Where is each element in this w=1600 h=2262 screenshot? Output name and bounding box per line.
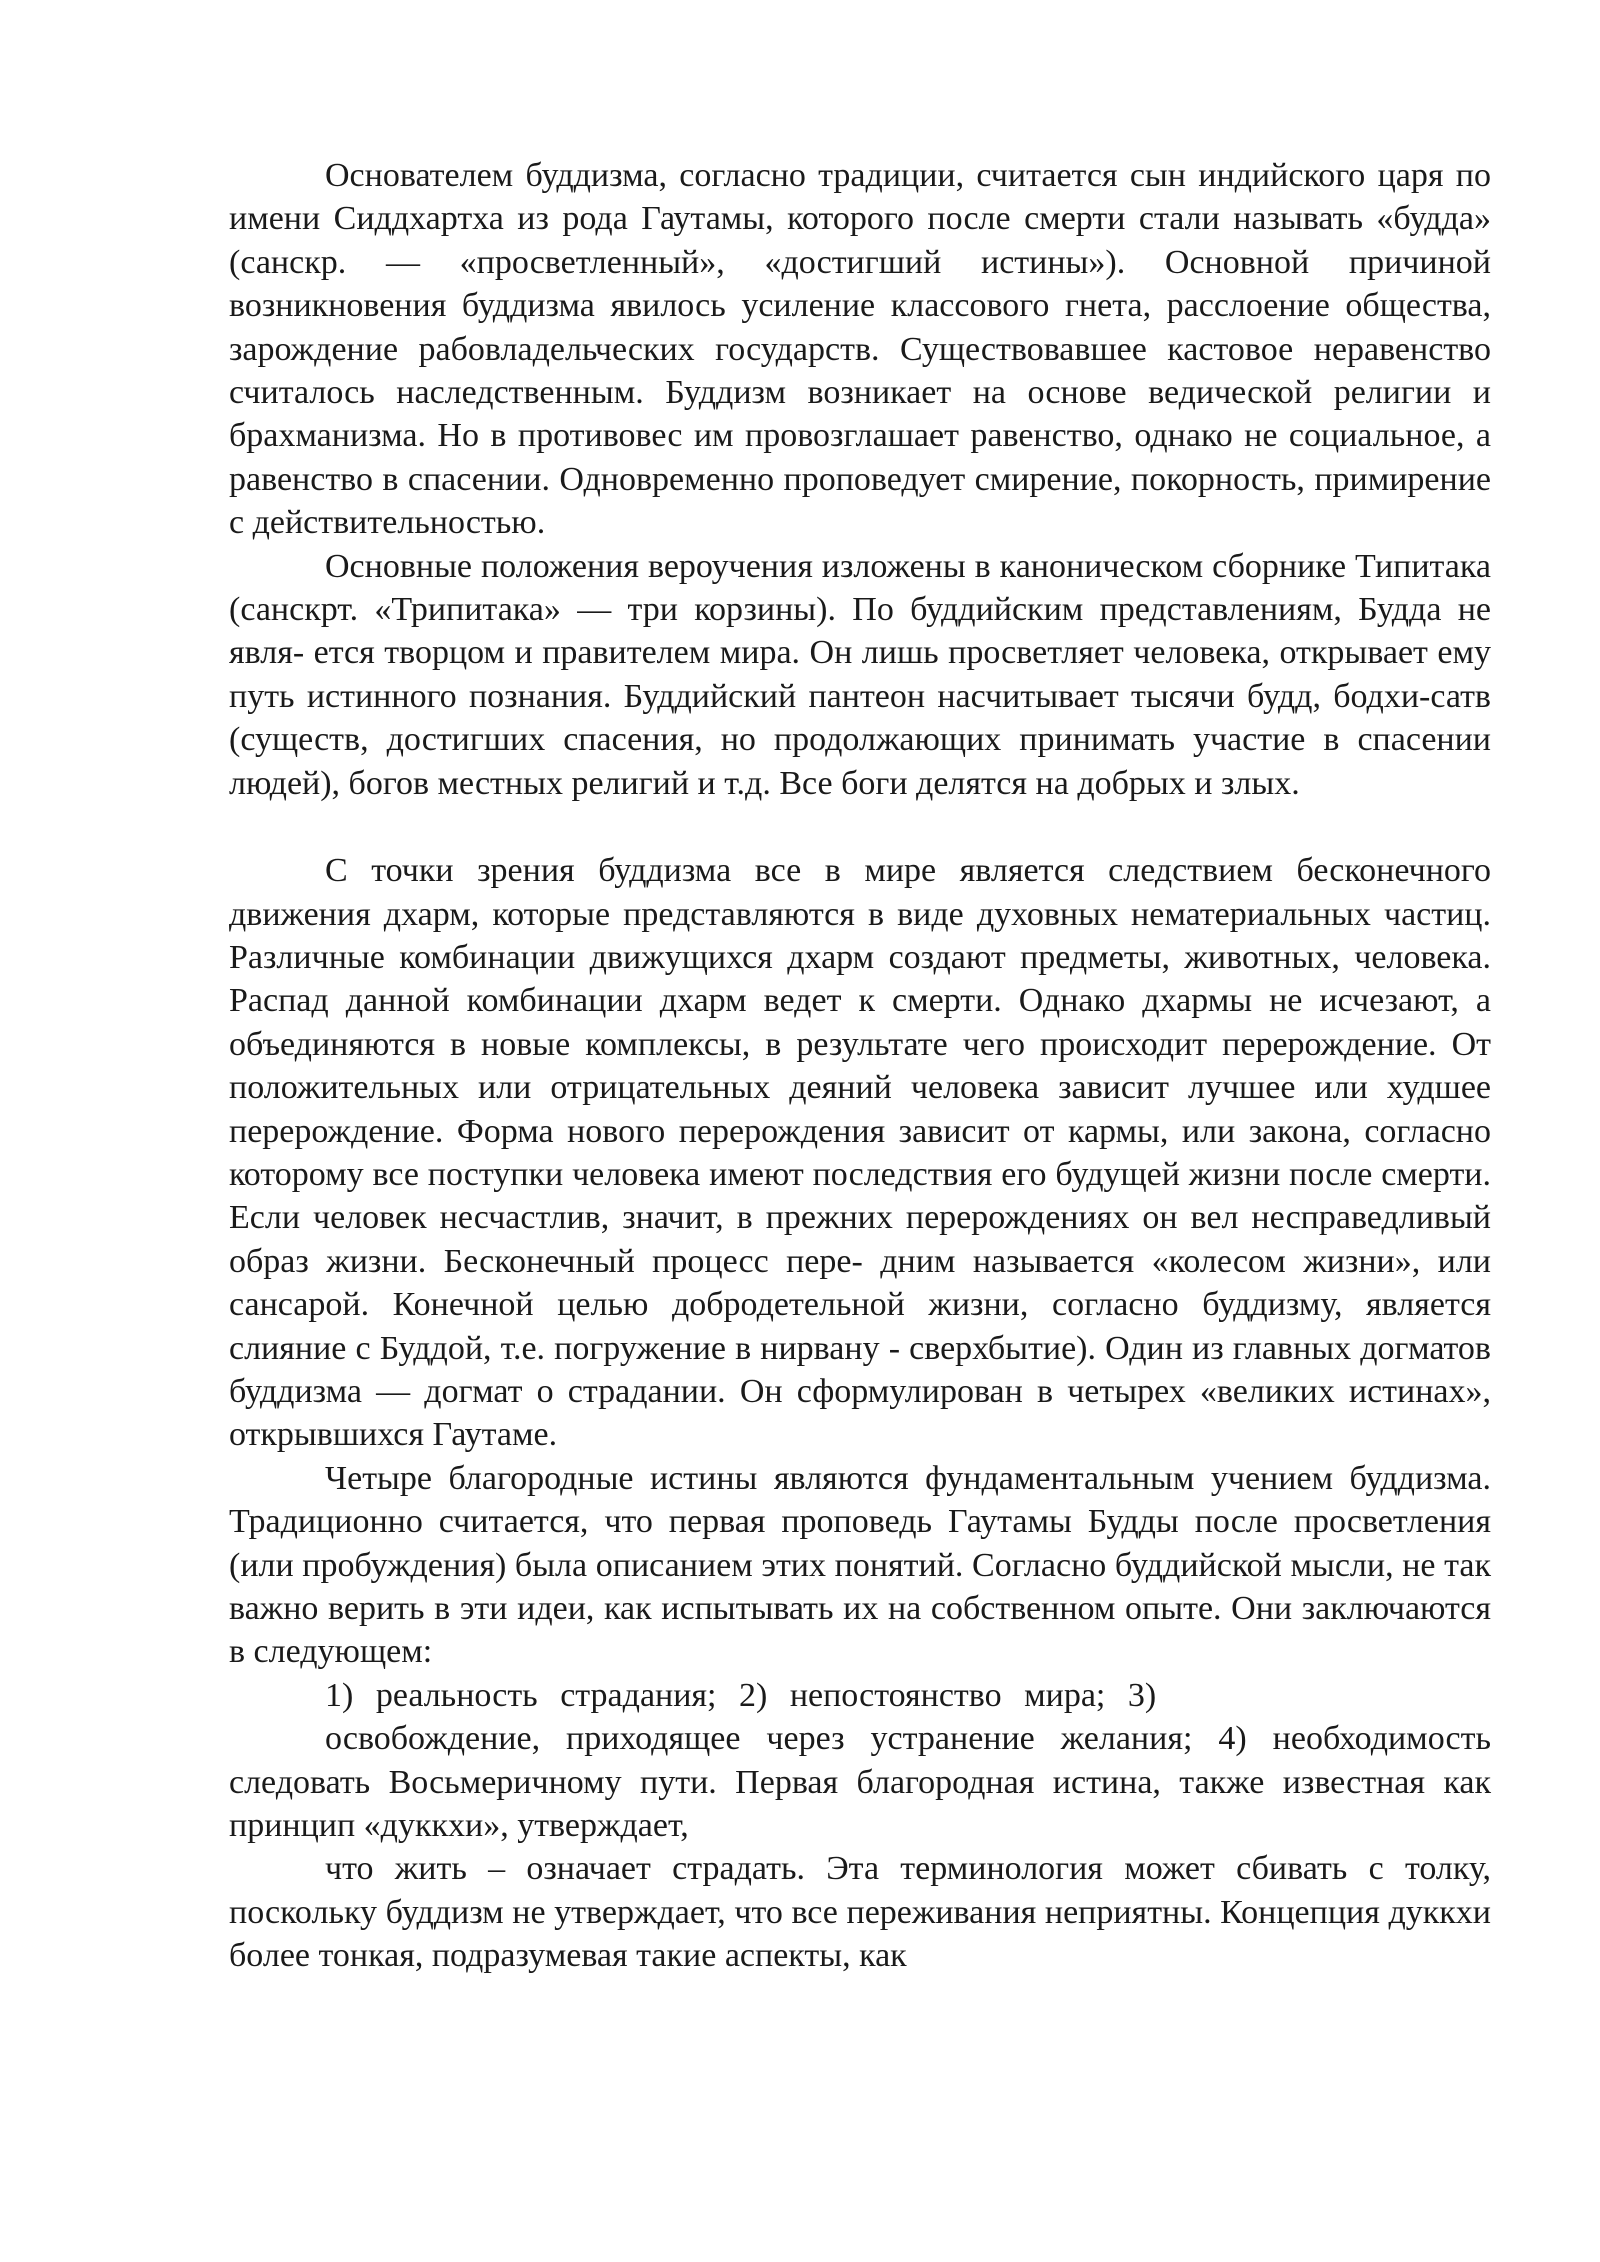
paragraph-liberation: освобождение, приходящее через устранение желания; 4) необходимость следовать Восьмеричному пути. Первая благородная истина, также известная как принцип «дуккхи», утверждает, bbox=[229, 1720, 1491, 1845]
paragraph-truths-list: 1) реальность страдания; 2) непостоянство мира; 3) bbox=[325, 1676, 1157, 1714]
paragraph-dharmas: С точки зрения буддизма все в мире является следствием бесконечного движения дхарм, которые представляются в виде духовных нематериальных частиц. Различные комбинации движущихся дхарм создают предметы, животных, человека. Распад данной комбинации дхарм ведет к смерти. Однако дхармы не исчезают, а объединяются в новые комплексы, в результате чего происходит перерождение. От положительных или отрицательных деяний человека зависит лучшее или худшее перерождение. Форма нового перерождения зависит от кармы, или закона, согласно которому все поступки человека имеют последствия его будущей жизни после смерти. Если человек несчастлив, значит, в прежних перерождениях он вел несправедливый образ жизни. Бесконечный процесс пере- дним называется «колесом жизни», или сансарой. Конечной целью добродетельной жизни, согласно буддизму, является слияние с Буддой, т.е. погружение в нирвану - сверхбытие). Один из главных догматов буддизма — догмат о страдании. Он сформулирован в четырех «великих истинах», открывшихся Гаутаме. bbox=[229, 852, 1491, 1454]
paragraph-four-noble-truths: Четыре благородные истины являются фундаментальным учением буддизма. Традиционно считается, что первая проповедь Гаутамы Будды после просветления (или пробуждения) была описанием этих понятий. Согласно буддийской мысли, не так важно верить в эти идеи, как испытывать их на собственном опыте. Они заключаются в следующем: bbox=[229, 1459, 1491, 1671]
paragraph-doctrine-tipitaka: Основные положения вероучения изложены в каноническом сборнике Типитака (санскрт. «Трипитака» — три корзины). По буддийским представлениям, Будда не явля- ется творцом и правителем мира. Он лишь просветляет человека, открывает ему путь истинного познания. Буддийский пантеон насчитывает тысячи будд, бодхи-сатв (существ, достигших спасения, но продолжающих принимать участие в спасении людей), богов местных религий и т.д. Все боги делятся на добрых и злых. bbox=[229, 547, 1491, 802]
paragraph-dukkha: что жить – означает страдать. Эта терминология может сбивать с толку, поскольку буддизм не утверждает, что все переживания неприятны. Концепция дуккхи более тонкая, подразумевая такие аспекты, как bbox=[229, 1850, 1491, 1975]
paragraph-buddhism-founder: Основателем буддизма, согласно традиции, считается сын индийского царя по имени Сиддхартха из рода Гаутамы, которого после смерти стали называть «будда» (санскр. — «просветленный», «достигший истины»). Основной причиной возникновения буддизма явилось усиление классового гнета, расслоение общества, зарождение рабовладельческих государств. Существовавшее кастовое неравенство считалось наследственным. Буддизм возникает на основе ведической религии и брахманизма. Но в противовес им провозглашает равенство, однако не социальное, а равенство в спасении. Одновременно проповедует смирение, покорность, примирение с действительностью. bbox=[229, 157, 1491, 542]
paragraph-spacer bbox=[229, 805, 1491, 849]
document-page bbox=[229, 154, 1491, 1978]
